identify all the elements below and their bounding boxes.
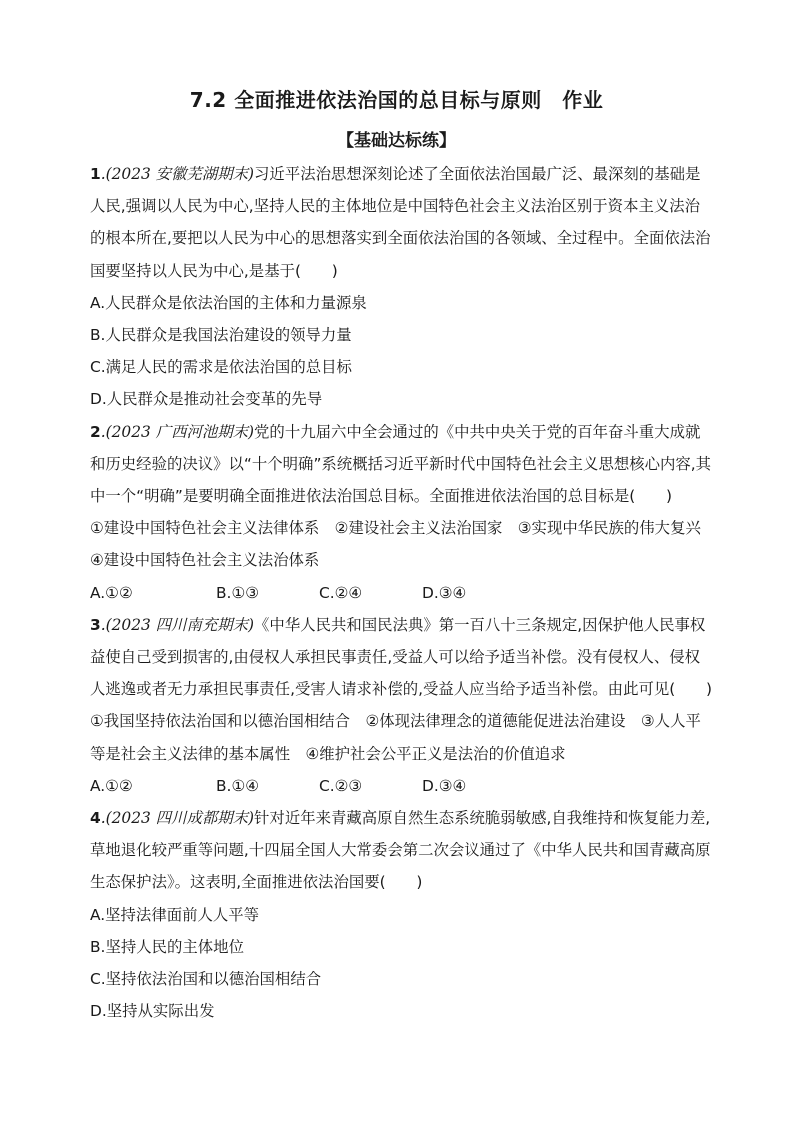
choice-b: B.①③: [216, 583, 260, 602]
question-stem: [90, 416, 714, 513]
page-title: 7.2 全面推进依法治国的总目标与原则 作业: [189, 88, 604, 112]
question-4: [90, 802, 714, 1027]
choice-a: A.①②: [90, 776, 133, 795]
question-2: [90, 416, 717, 609]
option-b: B.坚持人民的主体地位: [90, 937, 244, 956]
statement-items: ①我国坚持依法治国和以德治国相结合 ②体现法律理念的道德能促进法治建设 ③人人平等是社会主义法律的基本属性 ④维护社会公平正义是法治的价值追求: [90, 712, 701, 763]
question-source: .(2023 四川南充期末): [100, 615, 255, 634]
question-source: .(2023 广西河池期末): [100, 422, 255, 441]
choice-row: [90, 577, 714, 609]
choice-c: C.②④: [319, 583, 363, 602]
section-heading: 【基础达标练】: [337, 131, 456, 151]
question-1: [90, 158, 714, 416]
choice-a: A.①②: [90, 583, 133, 602]
option-c: C.坚持依法治国和以德治国相结合: [90, 970, 322, 989]
option-c: C.满足人民的需求是依法治国的总目标: [90, 358, 352, 377]
statement-items: ①建设中国特色社会主义法律体系 ②建设社会主义法治国家 ③实现中华民族的伟大复兴 ④建设中国特色社会主义法治体系: [90, 519, 717, 570]
choice-d: D.③④: [422, 583, 467, 602]
question-text: 党的十九届六中全会通过的《中共中央关于党的百年奋斗重大成就和历史经验的决议》以“十个明确”系统概括习近平新时代中国特色社会主义思想核心内容,其中一个“明确”是要明确全面推进依法治国总目标。全面推进依法治国的总目标是( ): [90, 422, 712, 506]
question-stem: [90, 158, 714, 287]
question-source: .(2023 安徽芜湖期末): [100, 165, 255, 183]
question-number: 1: [90, 165, 101, 183]
question-number: 4: [90, 809, 101, 828]
question-text: 《中华人民共和国民法典》第一百八十三条规定,因保护他人民事权益使自己受到损害的,由侵权人承担民事责任,受益人可以给予适当补偿。没有侵权人、侵权人逃逸或者无力承担民事责任,受害人请求补偿的,受益人应当给予适当补偿。由此可见( ): [90, 615, 713, 699]
option-d: D.人民群众是推动社会变革的先导: [90, 390, 323, 409]
choice-c: C.②③: [319, 776, 363, 795]
option-a: A.坚持法律面前人人平等: [90, 905, 260, 924]
question-3: [90, 609, 714, 802]
question-number: 2: [90, 422, 101, 441]
question-source: .(2023 四川成都期末): [100, 809, 255, 828]
choice-b: B.①④: [216, 776, 260, 795]
question-number: 3: [90, 615, 101, 634]
question-stem: [90, 802, 714, 899]
option-a: A.人民群众是依法治国的主体和力量源泉: [90, 293, 367, 312]
option-d: D.坚持从实际出发: [90, 1002, 215, 1021]
question-stem: [90, 609, 714, 706]
choice-d: D.③④: [422, 776, 467, 795]
question-list: [90, 158, 717, 1027]
option-b: B.人民群众是我国法治建设的领导力量: [90, 326, 352, 345]
choice-row: [90, 770, 714, 802]
question-text: 针对近年来青藏高原自然生态系统脆弱敏感,自我维持和恢复能力差,草地退化较严重等问题,十四届全国人大常委会第二次会议通过了《中华人民共和国青藏高原生态保护法》。这表明,全面推进依法治国要( ): [90, 809, 711, 892]
question-text: 习近平法治思想深刻论述了全面依法治国最广泛、最深刻的基础是人民,强调以人民为中心,坚持人民的主体地位是中国特色社会主义法治区别于资本主义法治的根本所在,要把以人民为中心的思想落实到全面依法治国的各领域、全过程中。全面依法治国要坚持以人民为中心,是基于( ): [90, 165, 711, 280]
